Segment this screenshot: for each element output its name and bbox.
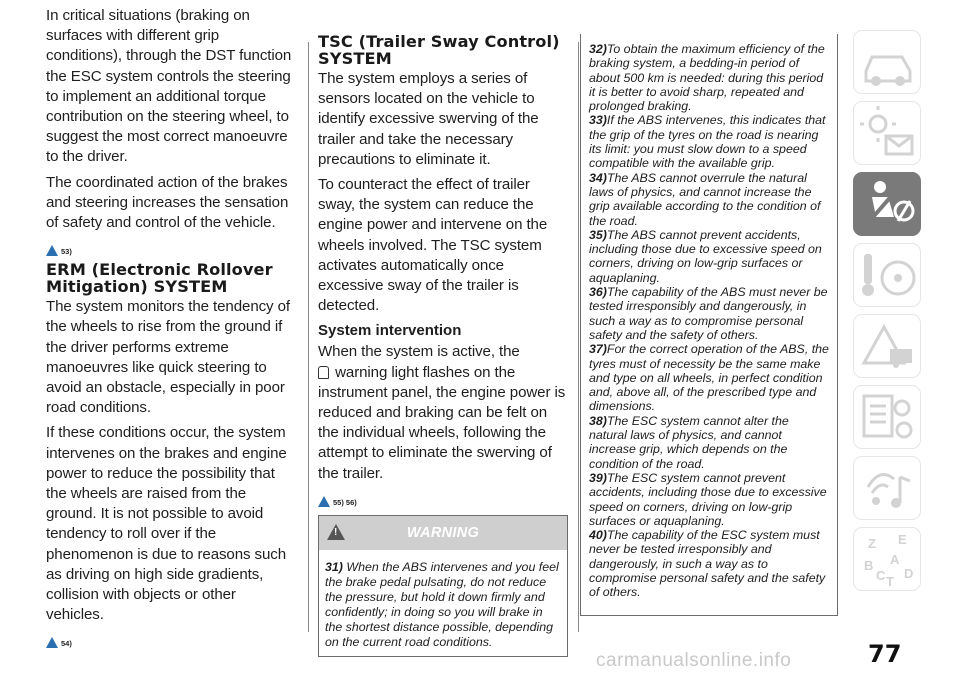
note-item xyxy=(589,414,829,471)
column-2 xyxy=(318,34,568,657)
note-number: 38) xyxy=(589,413,607,428)
tab-emergency[interactable] xyxy=(853,314,921,378)
tab-safety[interactable] xyxy=(853,172,921,236)
note-icon xyxy=(318,496,330,507)
paragraph: The system monitors the tendency of the wheels to rise from the ground if the driver performs extreme manoeuvres like quick steering to avoid an obstacle, especially in poor road conditions. xyxy=(46,298,290,417)
warning-text xyxy=(319,550,567,656)
note-number: 40) xyxy=(589,528,607,543)
note-number: 32) xyxy=(589,42,607,56)
maintenance-icon xyxy=(854,386,921,449)
notes-list xyxy=(580,34,838,616)
column-3 xyxy=(580,34,838,616)
column-divider xyxy=(308,42,309,632)
paragraph: If these conditions occur, the system intervenes on the brakes and engine power to reduce the possibility that the wheels are raised from the ground. It is not possible to avoid tendency to roll over if the phenomenon is due to reasons such as driving on high side gradients, collision with objects or other vehicles. xyxy=(46,424,287,624)
note-number: 35) xyxy=(589,227,607,242)
index-letter: C xyxy=(876,568,886,583)
warning-triangle-icon: ! xyxy=(327,524,345,540)
paragraph: The coordinated action of the brakes and steering increases the sensation of safety and control of the vehicle. xyxy=(46,173,289,232)
index-letter: T xyxy=(886,574,894,589)
note-icon xyxy=(46,637,58,648)
note-number: 33) xyxy=(589,113,607,128)
note-reference-number: 53) xyxy=(61,247,72,257)
paragraph: In critical situations (braking on surfaces with different grip conditions), through the DST function the ESC system controls the steering to implement an additional torque contribution on the steering wheel, to suggest the most correct manoeuvre to the driver. xyxy=(46,7,292,166)
watermark: carmanualsonline.info xyxy=(596,650,792,671)
note-reference xyxy=(318,489,568,507)
note-reference xyxy=(46,238,296,256)
paragraph: To counteract the effect of trailer sway, the system can reduce the engine power and intervene on the wheels involved. The TSC system activates automatically once excessive sway of the trailer is detected. xyxy=(318,176,548,315)
note-text: To obtain the maximum efficiency of the braking system, a bedding-in period of about 500 km is needed: during this period it is better to avoid sharp, repeated and prolonged braking. xyxy=(589,42,825,114)
warning-box xyxy=(318,515,568,657)
emergency-icon xyxy=(854,315,921,378)
starting-driving-icon xyxy=(854,244,921,307)
note-text: If the ABS intervenes, this indicates that the grip of the tyres on the road is nearing its limit: you must slow down to a speed compatible with the available grip. xyxy=(589,113,826,171)
tab-multimedia[interactable] xyxy=(853,456,921,520)
subheading: System intervention xyxy=(318,322,462,340)
note-reference xyxy=(46,630,296,648)
tab-index[interactable] xyxy=(853,527,921,591)
paragraph-text: When the system is active, the xyxy=(318,343,520,361)
note-number: 37) xyxy=(589,342,607,357)
paragraph xyxy=(318,342,568,483)
note-item xyxy=(589,171,829,228)
trailer-sway-warning-light-icon xyxy=(318,366,329,379)
note-reference-number: 54) xyxy=(61,639,72,649)
note-item xyxy=(589,228,829,285)
note-item xyxy=(589,342,829,413)
warning-number: 31) xyxy=(325,559,343,574)
column-divider xyxy=(578,42,579,632)
tab-warning-lights[interactable] xyxy=(853,101,921,165)
page-number: 77 xyxy=(868,640,902,668)
index-icon xyxy=(854,528,921,591)
paragraph-text: warning light flashes on the instrument panel, the engine power is reduced and braking can be felt on the individual wheels, following the attempt to eliminate the swerving of the trailer. xyxy=(318,363,566,482)
note-number: 34) xyxy=(589,170,607,185)
note-text: The ABS cannot prevent accidents, including those due to excessive speed on corners, driving on low-grip surfaces or aquaplaning. xyxy=(589,227,822,285)
index-letter: A xyxy=(890,552,900,567)
note-icon xyxy=(46,245,58,256)
note-text: The capability of the ESC system must never be tested irresponsibly and dangerously, in such a way as to compromise personal safety and the safety of others. xyxy=(589,528,826,600)
note-text: The ESC system cannot prevent accidents, including those due to excessive speed on corners, driving on low-grip surfaces or aquaplaning. xyxy=(589,470,827,528)
multimedia-icon xyxy=(854,457,921,520)
tab-car[interactable] xyxy=(853,30,921,94)
note-reference-number: 55) 56) xyxy=(333,497,357,507)
note-item xyxy=(589,42,829,113)
car-icon xyxy=(854,31,921,94)
note-item xyxy=(589,471,829,528)
note-text: The ESC system cannot alter the natural laws of physics, and cannot increase grip, which depends on the condition of the road. xyxy=(589,413,789,471)
warning-title: WARNING xyxy=(406,524,480,541)
note-number: 39) xyxy=(589,470,607,485)
index-letter: Z xyxy=(868,536,876,551)
warning-body: When the ABS intervenes and you feel the brake pedal pulsating, do not reduce the pressure, but hold it down firmly and confidently; in doing so you will brake in the shortest distance possible, depending on the current road conditions. xyxy=(325,559,559,649)
chapter-tabs xyxy=(853,30,921,598)
note-item xyxy=(589,113,829,170)
tab-maintenance[interactable] xyxy=(853,385,921,449)
column-1 xyxy=(46,6,296,654)
warning-lights-icon xyxy=(854,102,921,165)
section-heading: ERM (Electronic Rollover Mitigation) SYSTEM xyxy=(46,260,273,296)
section-heading: TSC (Trailer Sway Control) SYSTEM xyxy=(318,32,560,68)
safety-icon xyxy=(854,173,921,236)
warning-header xyxy=(319,516,567,550)
tab-starting-driving[interactable] xyxy=(853,243,921,307)
index-letter: D xyxy=(904,566,914,581)
note-number: 36) xyxy=(589,285,607,300)
index-letter: B xyxy=(864,558,874,573)
note-item xyxy=(589,528,829,599)
note-text: The ABS cannot overrule the natural laws of physics, and cannot increase the grip available according to the condition of the road. xyxy=(589,170,821,228)
paragraph: The system employs a series of sensors located on the vehicle to identify excessive swerving of the trailer and take the necessary precautions to eliminate it. xyxy=(318,70,539,168)
note-item xyxy=(589,285,829,342)
index-letter: E xyxy=(898,532,907,547)
note-text: For the correct operation of the ABS, the tyres must of necessity be the same make and type on all wheels, in perfect condition and, above all, of the prescribed type and dimensions. xyxy=(589,342,829,414)
note-text: The capability of the ABS must never be tested irresponsibly and dangerously, in such a way as to compromise personal safety and the safety of others. xyxy=(589,285,828,342)
